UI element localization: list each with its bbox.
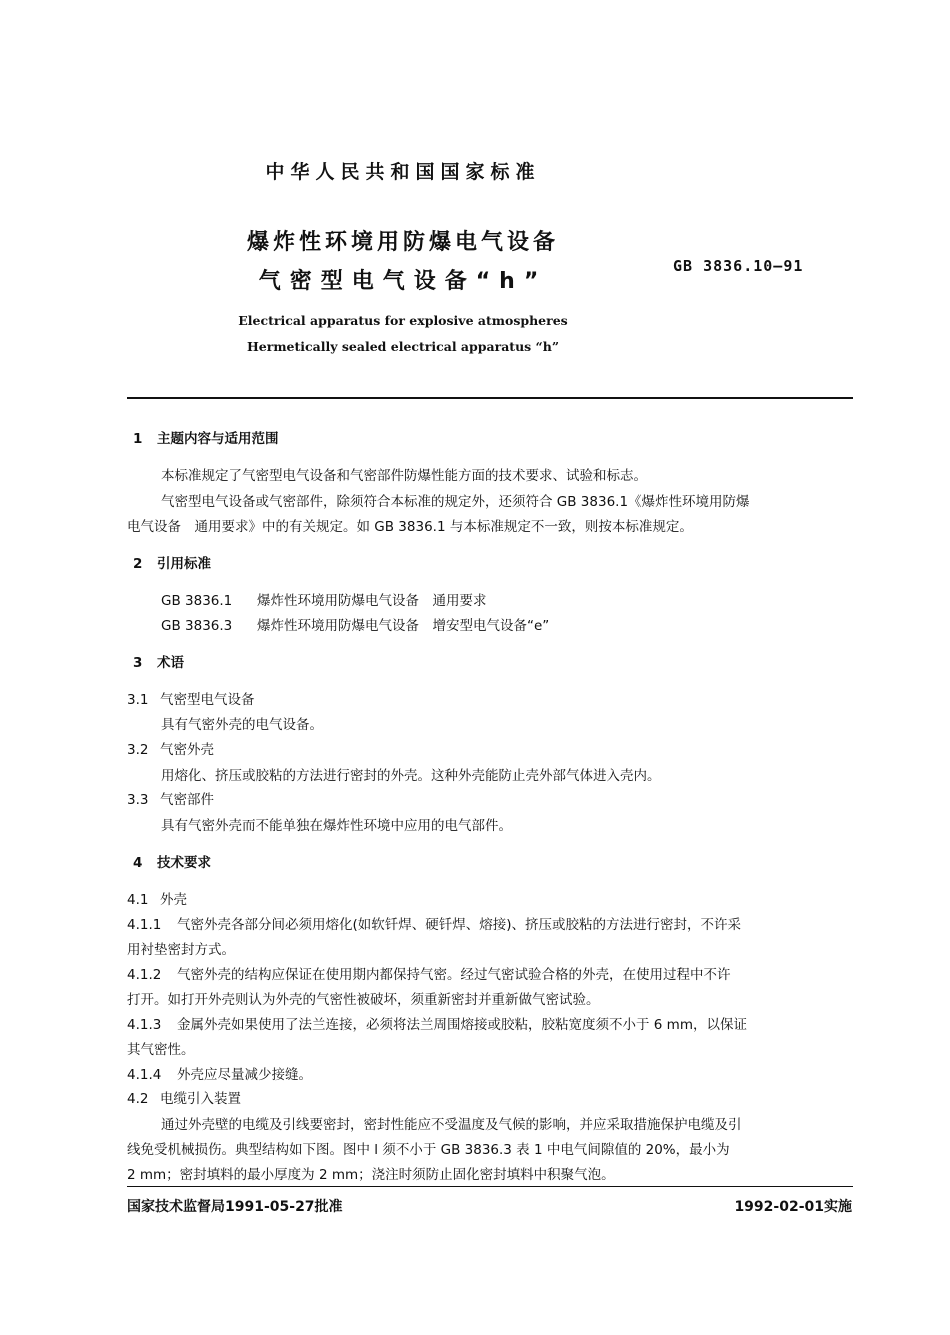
section-1-para2-line1: 气密型电气设备或气密部件，除须符合本标准的规定外，还须符合 GB 3836.1《爆炸性环境用防爆 bbox=[161, 494, 750, 510]
cable-para-line2: 线免受机械损伤。典型结构如下图。图中 l 须不小于 GB 3836.3 表 1 中电气间隙值的 20%，最小为 bbox=[127, 1142, 730, 1158]
term-heading bbox=[127, 788, 214, 808]
subsection-number: 4.2 bbox=[127, 1091, 149, 1107]
subsection-heading bbox=[127, 888, 187, 908]
subsection-title: 电缆引入装置 bbox=[160, 1091, 241, 1107]
term-number: 3.3 bbox=[127, 792, 149, 808]
national-standard-label: 中华人民共和国国家标准 bbox=[265, 161, 541, 183]
term-name: 气密部件 bbox=[160, 792, 214, 808]
reference-title: 爆炸性环境用防爆电气设备 通用要求 bbox=[257, 593, 487, 609]
clause-continuation: 用衬垫密封方式。 bbox=[127, 942, 235, 958]
term-heading bbox=[127, 688, 255, 708]
term-name: 气密外壳 bbox=[160, 742, 214, 758]
reference-item bbox=[161, 589, 487, 609]
clause-text: 金属外壳如果使用了法兰连接，必须将法兰周围熔接或胶粘，胶粘宽度须不小于 6 mm，以保证 bbox=[177, 1017, 747, 1033]
subsection-title: 外壳 bbox=[160, 892, 187, 908]
clause-continuation: 打开。如打开外壳则认为外壳的气密性被破坏，须重新密封并重新做气密试验。 bbox=[127, 992, 600, 1008]
english-title-line2: Hermetically sealed electrical apparatus “h” bbox=[246, 339, 560, 354]
clause-number: 4.1.2 bbox=[127, 967, 162, 983]
subsection-heading bbox=[127, 1087, 241, 1107]
reference-item bbox=[161, 614, 549, 634]
section-3-heading bbox=[133, 651, 184, 671]
section-title: 引用标准 bbox=[157, 556, 211, 572]
cable-para-line3: 2 mm；密封填料的最小厚度为 2 mm；浇注时须防止固化密封填料中积聚气泡。 bbox=[127, 1167, 615, 1183]
term-number: 3.2 bbox=[127, 742, 149, 758]
clause-text: 外壳应尽量减少接缝。 bbox=[177, 1067, 312, 1083]
clause-number: 4.1.3 bbox=[127, 1017, 162, 1033]
approval-date: 国家技术监督局1991-05-27批准 bbox=[127, 1199, 343, 1215]
chinese-title-line2: 气密型电气设备“h” bbox=[258, 269, 548, 294]
section-number: 3 bbox=[133, 655, 143, 671]
chinese-title-line1: 爆炸性环境用防爆电气设备 bbox=[246, 230, 559, 255]
clause-text: 气密外壳各部分间必须用熔化(如软钎焊、硬钎焊、熔接)、挤压或胶粘的方法进行密封，不许采 bbox=[177, 917, 742, 933]
clause-line bbox=[127, 963, 731, 983]
clause-number: 4.1.4 bbox=[127, 1067, 162, 1083]
term-name: 气密型电气设备 bbox=[160, 692, 255, 708]
reference-code: GB 3836.3 bbox=[161, 618, 233, 634]
clause-continuation: 其气密性。 bbox=[127, 1042, 195, 1058]
section-title: 主题内容与适用范围 bbox=[157, 431, 279, 447]
section-number: 2 bbox=[133, 556, 143, 572]
footer-divider bbox=[127, 1186, 853, 1187]
clause-number: 4.1.1 bbox=[127, 917, 162, 933]
term-definition: 具有气密外壳的电气设备。 bbox=[161, 717, 323, 733]
section-number: 4 bbox=[133, 855, 143, 871]
english-title-line1: Electrical apparatus for explosive atmospheres bbox=[238, 313, 568, 328]
term-number: 3.1 bbox=[127, 692, 149, 708]
clause-line bbox=[127, 913, 741, 933]
subsection-number: 4.1 bbox=[127, 892, 149, 908]
section-1-para1: 本标准规定了气密型电气设备和气密部件防爆性能方面的技术要求、试验和标志。 bbox=[161, 468, 647, 484]
section-2-heading bbox=[133, 552, 211, 572]
term-definition: 具有气密外壳而不能单独在爆炸性环境中应用的电气部件。 bbox=[161, 818, 512, 834]
header-divider bbox=[127, 397, 853, 399]
section-1-para2-line2: 电气设备 通用要求》中的有关规定。如 GB 3836.1 与本标准规定不一致，则按本标准规定。 bbox=[127, 519, 693, 535]
gb-code: GB 3836.10—91 bbox=[673, 257, 804, 275]
section-1-heading bbox=[133, 427, 279, 447]
term-heading bbox=[127, 738, 214, 758]
effective-date: 1992-02-01实施 bbox=[734, 1199, 852, 1215]
clause-line bbox=[127, 1063, 312, 1083]
section-number: 1 bbox=[133, 431, 143, 447]
reference-title: 爆炸性环境用防爆电气设备 增安型电气设备“e” bbox=[257, 618, 550, 634]
term-definition: 用熔化、挤压或胶粘的方法进行密封的外壳。这种外壳能防止壳外部气体进入壳内。 bbox=[161, 768, 661, 784]
section-title: 技术要求 bbox=[157, 855, 211, 871]
reference-code: GB 3836.1 bbox=[161, 593, 233, 609]
section-title: 术语 bbox=[157, 655, 184, 671]
clause-text: 气密外壳的结构应保证在使用期内都保持气密。经过气密试验合格的外壳，在使用过程中不许 bbox=[177, 967, 731, 983]
clause-line bbox=[127, 1013, 747, 1033]
section-4-heading bbox=[133, 851, 211, 871]
cable-para-line1: 通过外壳壁的电缆及引线要密封，密封性能应不受温度及气候的影响，并应采取措施保护电缆及引 bbox=[161, 1117, 742, 1133]
